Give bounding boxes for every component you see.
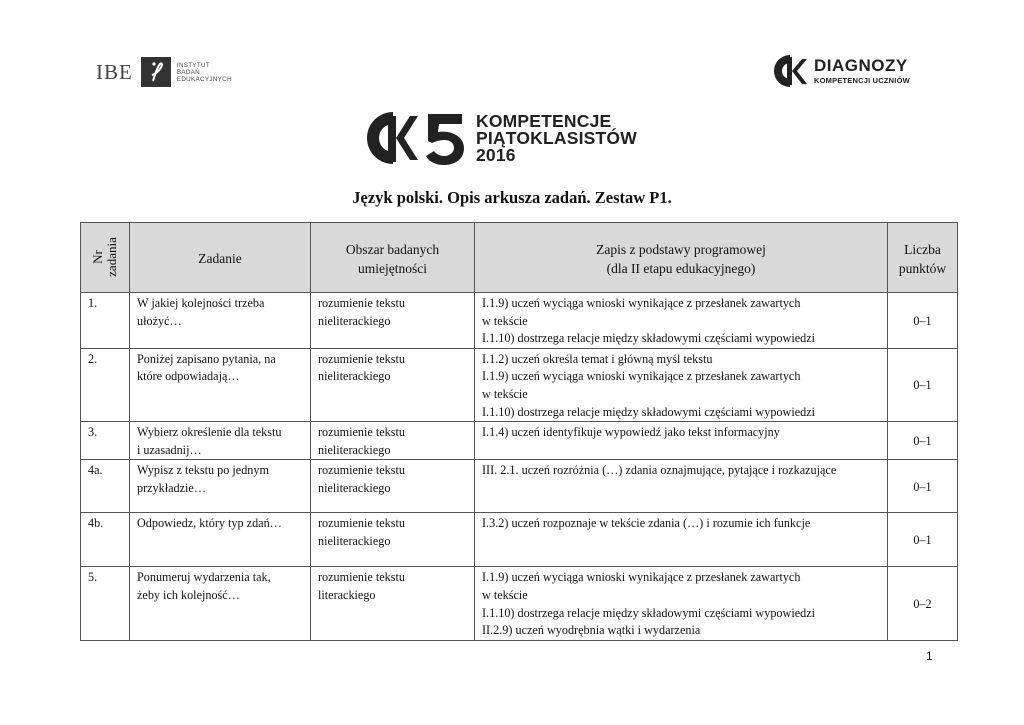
diagnozy-title: DIAGNOZY (814, 56, 908, 75)
k5-logo (366, 110, 637, 166)
cell-nr: 1. (81, 293, 130, 349)
cell-zapis: III. 2.1. uczeń rozróżnia (…) zdania oznajmujące, pytające i rozkazujące (475, 460, 888, 513)
cell-obszar: rozumienie tekstu nieliterackiego (311, 348, 475, 421)
table-row (81, 567, 958, 640)
cell-zadanie: Ponumeruj wydarzenia tak, żeby ich kolejność… (130, 567, 311, 640)
cell-zapis: I.1.9) uczeń wyciąga wnioski wynikające z przesłanek zawartych w tekście I.1.10) dostrzega relacje między składowymi częściami wypowiedzi (475, 293, 888, 349)
cell-nr: 4b. (81, 513, 130, 567)
diagnozy-logo (772, 53, 910, 89)
cell-zadanie: Wybierz określenie dla tekstu i uzasadnij… (130, 422, 311, 460)
cell-obszar: rozumienie tekstu nieliterackiego (311, 513, 475, 567)
page-number: 1 (926, 649, 933, 663)
cell-zapis: I.1.9) uczeń wyciąga wnioski wynikające z przesłanek zawartych w tekście I.1.10) dostrzega relacje między składowymi częściami wypowiedzi II.2.9) uczeń wyodrębnia wątki i wydarzenia (475, 567, 888, 640)
cell-punkty: 0–2 (888, 567, 958, 640)
cell-punkty: 0–1 (888, 513, 958, 567)
cell-zapis: I.3.2) uczeń rozpoznaje w tekście zdania (…) i rozumie ich funkcje (475, 513, 888, 567)
cell-obszar: rozumienie tekstu nieliterackiego (311, 460, 475, 513)
cell-punkty: 0–1 (888, 293, 958, 349)
ibe-mark-icon (141, 57, 171, 87)
k5-text: KOMPETENCJE PIĄTOKLASISTÓW 2016 (476, 110, 637, 165)
ibe-subtitle: INSTYTUT BADAŃ EDUKACYJNYCH (176, 61, 232, 83)
cell-nr: 4a. (81, 460, 130, 513)
cell-zadanie: W jakiej kolejności trzeba ułożyć… (130, 293, 311, 349)
header-nr: Nr zadania (81, 223, 130, 293)
header-obszar: Obszar badanych umiejętności (311, 223, 475, 293)
ibe-logo-text: IBE (96, 59, 133, 84)
cell-zadanie: Wypisz z tekstu po jednym przykładzie… (130, 460, 311, 513)
document-title: Język polski. Opis arkusza zadań. Zestaw P1. (352, 188, 672, 207)
k-logo-icon (772, 53, 808, 89)
table-header-row (81, 223, 958, 293)
task-table (80, 222, 958, 641)
table-row (81, 422, 958, 460)
cell-zapis: I.1.4) uczeń identyfikuje wypowiedź jako tekst informacyjny (475, 422, 888, 460)
cell-zadanie: Odpowiedz, który typ zdań… (130, 513, 311, 567)
header-liczba: Liczba punktów (888, 223, 958, 293)
cell-punkty: 0–1 (888, 348, 958, 421)
header-zapis: Zapis z podstawy programowej (dla II etapu edukacyjnego) (475, 223, 888, 293)
cell-nr: 3. (81, 422, 130, 460)
cell-nr: 5. (81, 567, 130, 640)
cell-obszar: rozumienie tekstu nieliterackiego (311, 422, 475, 460)
table-row (81, 348, 958, 421)
cell-obszar: rozumienie tekstu nieliterackiego (311, 293, 475, 349)
ibe-logo (96, 56, 232, 88)
cell-obszar: rozumienie tekstu literackiego (311, 567, 475, 640)
cell-nr: 2. (81, 348, 130, 421)
header-zadanie: Zadanie (130, 223, 311, 293)
cell-punkty: 0–1 (888, 422, 958, 460)
k5-mark-icon (366, 110, 466, 166)
cell-punkty: 0–1 (888, 460, 958, 513)
cell-zapis: I.1.2) uczeń określa temat i główną myśl tekstu I.1.9) uczeń wyciąga wnioski wynikające z przesłanek zawartych w tekście I.1.10) dostrzega relacje między składowymi częściami wypowiedzi (475, 348, 888, 421)
table-row (81, 293, 958, 349)
table-row (81, 460, 958, 513)
table-row (81, 513, 958, 567)
cell-zadanie: Poniżej zapisano pytania, na które odpowiadają… (130, 348, 311, 421)
diagnozy-subtitle: KOMPETENCJI UCZNIÓW (814, 76, 910, 85)
